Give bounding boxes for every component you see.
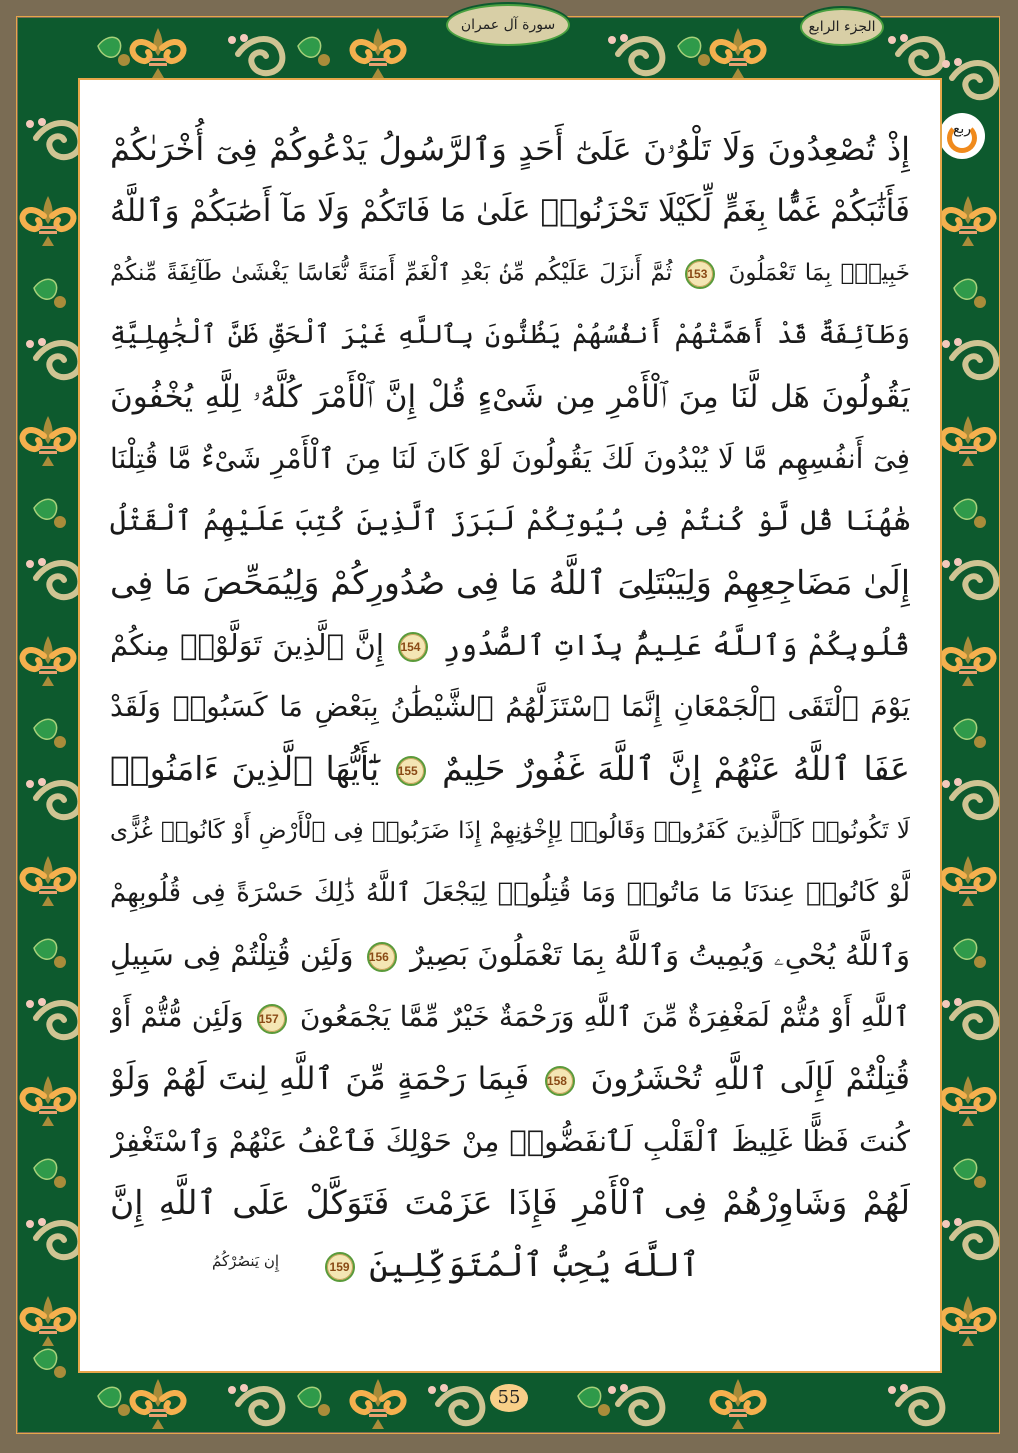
verse-line xyxy=(110,180,910,242)
surah-label: سورة آل عمران xyxy=(446,4,570,46)
rub-label: ربع xyxy=(952,121,972,137)
verse-text: قُلُوبِكُمْ وَٱللَّهُ عَلِيمٌۢ بِذَاتِ ٱلصُّدُورِ xyxy=(443,628,910,662)
verse-text: لَا تَكُونُوا۟ كَٱلَّذِينَ كَفَرُوا۟ وَقَالُوا۟ لِإِخْوَٰنِهِمْ إِذَا ضَرَبُوا۟ فِى ٱلْأَرْضِ أَوْ كَانُوا۟ غُزًّى xyxy=(110,818,910,844)
verse-text: هَٰهُنَا قُل لَّوْ كُنتُمْ فِى بُيُوتِكُمْ لَبَرَزَ ٱلَّذِينَ كُتِبَ عَلَيْهِمُ ٱلْقَتْلُ xyxy=(110,504,910,537)
verse-lines xyxy=(110,118,910,1296)
verse-text: وَٱللَّهُ يُحْىِۦ وَيُمِيتُ وَٱللَّهُ بِمَا تَعْمَلُونَ بَصِيرٌ xyxy=(410,938,910,972)
verse-text: إِذْ تُصْعِدُونَ وَلَا تَلْوُۥنَ عَلَىٰٓ أَحَدٍ وَٱلرَّسُولُ يَدْعُوكُمْ فِىٓ أُخْرَىٰكُمْ xyxy=(110,130,910,168)
ayah-number-marker: 154 xyxy=(398,632,428,662)
verse-line xyxy=(110,738,910,800)
verse-text: يَٰٓأَيُّهَا ٱلَّذِينَ ءَامَنُوا۟ xyxy=(110,749,380,788)
ayah-number-marker: 157 xyxy=(257,1004,287,1034)
juz-label: الجزء الرابع xyxy=(800,8,884,46)
verse-text: ٱللَّهَ يُحِبُّ ٱلْمُتَوَكِّلِينَ xyxy=(369,1245,700,1284)
verse-text: فَأَثَٰبَكُمْ غَمًّۢا بِغَمٍّ لِّكَيْلَا تَحْزَنُوا۟ عَلَىٰ مَا فَاتَكُمْ وَلَا مَآ أَصَٰبَكُمْ وَٱللَّهُ xyxy=(110,193,910,229)
verse-line xyxy=(110,924,910,986)
verse-line xyxy=(110,242,910,304)
catchword: إِن يَنصُرْكُمُ xyxy=(212,1252,280,1270)
rub-hizb-marker xyxy=(939,113,985,159)
verse-line xyxy=(110,304,910,366)
verse-text: عَفَا ٱللَّهُ عَنْهُمْ إِنَّ ٱللَّهَ غَفُورٌ حَلِيمٌ xyxy=(442,749,910,788)
verse-text: يَقُولُونَ هَل لَّنَا مِنَ ٱلْأَمْرِ مِن شَىْءٍ قُلْ إِنَّ ٱلْأَمْرَ كُلَّهُۥ لِلَّهِ يُخْفُونَ xyxy=(110,379,910,415)
verse-text: ثُمَّ أَنزَلَ عَلَيْكُم مِّنۢ بَعْدِ ٱلْغَمِّ أَمَنَةً نُّعَاسًا يَغْشَىٰ طَآئِفَةً مِّنكُمْ xyxy=(110,260,673,286)
ayah-number-marker: 156 xyxy=(367,942,397,972)
quran-page xyxy=(80,80,940,1371)
verse-line xyxy=(110,1110,910,1172)
verse-line xyxy=(110,986,910,1048)
verse-text: وَلَئِن قُتِلْتُمْ فِى سَبِيلِ xyxy=(110,938,354,972)
verse-line xyxy=(110,800,910,862)
verse-text: يَوْمَ ٱلْتَقَى ٱلْجَمْعَانِ إِنَّمَا ٱسْتَزَلَّهُمُ ٱلشَّيْطَٰنُ بِبَعْضِ مَا كَسَبُوا۟ وَلَقَدْ xyxy=(110,690,910,723)
verse-line xyxy=(110,862,910,924)
verse-text: ٱللَّهِ أَوْ مُتُّمْ لَمَغْفِرَةٌ مِّنَ ٱللَّهِ وَرَحْمَةٌ خَيْرٌ مِّمَّا يَجْمَعُونَ xyxy=(299,1000,910,1033)
right-ornaments xyxy=(942,58,996,1346)
verse-text: إِنَّ ٱلَّذِينَ تَوَلَّوْا۟ مِنكُمْ xyxy=(110,628,384,662)
ayah-number-marker: 155 xyxy=(396,756,426,786)
verse-line xyxy=(110,552,910,614)
verse-line xyxy=(110,1172,910,1234)
verse-text: لَهُمْ وَشَاوِرْهُمْ فِى ٱلْأَمْرِ فَإِذَا عَزَمْتَ فَتَوَكَّلْ عَلَى ٱللَّهِ إِنَّ xyxy=(110,1183,910,1222)
verse-text: كُنتَ فَظًّا غَلِيظَ ٱلْقَلْبِ لَٱنفَضُّوا۟ مِنْ حَوْلِكَ فَٱعْفُ عَنْهُمْ وَٱسْتَغْفِرْ xyxy=(110,1124,910,1158)
ayah-number-marker: 153 xyxy=(685,259,715,289)
verse-text: إِلَىٰ مَضَاجِعِهِمْ وَلِيَبْتَلِىَ ٱللَّهُ مَا فِى صُدُورِكُمْ وَلِيُمَحِّصَ مَا فِى xyxy=(110,563,910,602)
verse-text: خَبِيرٌۢ بِمَا تَعْمَلُونَ xyxy=(728,260,910,286)
ayah-number-marker: 158 xyxy=(545,1066,575,1096)
verse-text: فِىٓ أَنفُسِهِم مَّا لَا يُبْدُونَ لَكَ يَقُولُونَ لَوْ كَانَ لَنَا مِنَ ٱلْأَمْرِ شَىْءٌ مَّا قُتِلْنَا xyxy=(110,442,910,475)
verse-text: وَلَئِن مُّتُّمْ أَوْ xyxy=(110,1000,244,1033)
verse-line xyxy=(110,118,910,180)
verse-line xyxy=(110,366,910,428)
verse-line xyxy=(110,676,910,738)
verse-text: قُتِلْتُمْ لَإِلَى ٱللَّهِ تُحْشَرُونَ xyxy=(590,1061,910,1097)
left-ornaments xyxy=(23,118,81,1378)
page-number: 55 xyxy=(490,1384,528,1412)
verse-line xyxy=(110,428,910,490)
ayah-number-marker: 159 xyxy=(325,1252,355,1282)
verse-text: فَبِمَا رَحْمَةٍ مِّنَ ٱللَّهِ لِنتَ لَهُمْ وَلَوْ xyxy=(110,1061,530,1097)
verse-text: لَّوْ كَانُوا۟ عِندَنَا مَا مَاتُوا۟ وَمَا قُتِلُوا۟ لِيَجْعَلَ ٱللَّهُ ذَٰلِكَ حَسْرَةً فِى قُلُوبِهِمْ xyxy=(110,878,910,908)
verse-line xyxy=(110,614,910,676)
verse-line xyxy=(110,490,910,552)
verse-text: وَطَآئِفَةٌ قَدْ أَهَمَّتْهُمْ أَنفُسُهُمْ يَظُنُّونَ بِٱللَّهِ غَيْرَ ٱلْحَقِّ ظَنَّ ٱلْجَٰهِلِيَّةِ xyxy=(110,320,910,350)
verse-line xyxy=(110,1048,910,1110)
